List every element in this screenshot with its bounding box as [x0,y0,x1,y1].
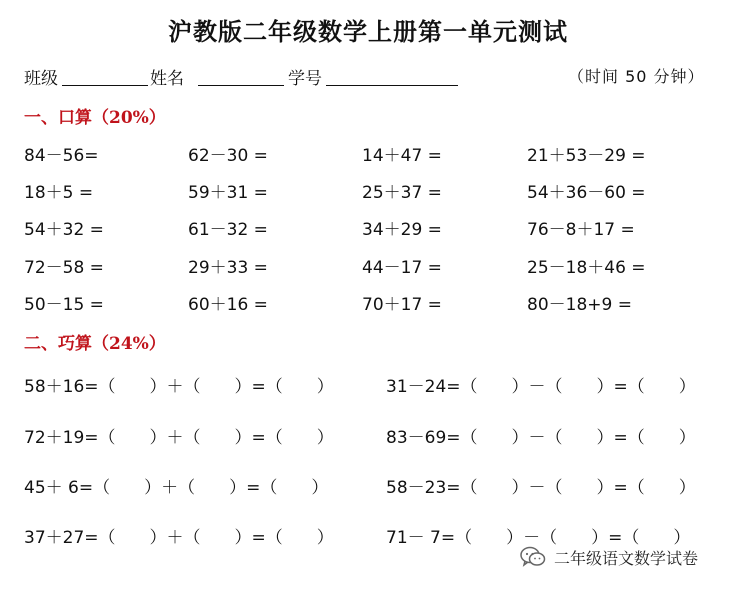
mental-math-problem: 21＋53－29 = [527,146,646,166]
mental-math-problem: 18＋5 = [24,183,94,203]
section-1-heading: 一、口算（20%） [24,108,166,128]
name-blank[interactable] [198,85,284,86]
clever-calc-problem: 71－ 7=（ ）－（ ）=（ ） [386,528,691,548]
clever-calc-problem: 58－23=（ ）－（ ）=（ ） [386,478,696,498]
mental-math-problem: 44－17 = [362,258,442,278]
wechat-icon [520,546,546,568]
mental-math-problem: 61－32 = [188,220,268,240]
mental-math-problem: 54＋32 = [24,220,104,240]
mental-math-problem: 14＋47 = [362,146,442,166]
id-blank[interactable] [326,85,458,86]
section-2-heading: 二、巧算（24%） [24,334,166,354]
clever-calc-problem: 31－24=（ ）－（ ）=（ ） [386,377,696,397]
mental-math-problem: 50－15 = [24,295,104,315]
mental-math-problem: 60＋16 = [188,295,268,315]
mental-math-problem: 59＋31 = [188,183,268,203]
id-label: 学号 [288,69,322,89]
clever-calc-problem: 45＋ 6=（ ）＋（ ）=（ ） [24,478,329,498]
student-info-row [0,64,736,88]
watermark [520,544,698,570]
mental-math-problem: 29＋33 = [188,258,268,278]
class-label: 班级 [24,69,58,89]
clever-calc-problem: 58＋16=（ ）＋（ ）=（ ） [24,377,334,397]
class-blank[interactable] [62,85,148,86]
mental-math-problem: 34＋29 = [362,220,442,240]
mental-math-problem: 72－58 = [24,258,104,278]
clever-calc-problem: 83－69=（ ）－（ ）=（ ） [386,428,696,448]
time-limit: （时间 50 分钟） [568,67,705,86]
name-label: 姓名 [150,69,184,89]
clever-calc-problem: 72＋19=（ ）＋（ ）=（ ） [24,428,334,448]
mental-math-problem: 25＋37 = [362,183,442,203]
mental-math-problem: 25－18＋46 = [527,258,646,278]
mental-math-problem: 62－30 = [188,146,268,166]
watermark-text: 二年级语文数学试卷 [554,548,699,568]
mental-math-problem: 54＋36－60 = [527,183,646,203]
clever-calc-problem: 37＋27=（ ）＋（ ）=（ ） [24,528,334,548]
mental-math-problem: 70＋17 = [362,295,442,315]
mental-math-problem: 84－56= [24,146,99,166]
page-title: 沪教版二年级数学上册第一单元测试 [168,17,568,46]
mental-math-problem: 80－18+9 = [527,295,632,315]
mental-math-problem: 76－8＋17 = [527,220,635,240]
